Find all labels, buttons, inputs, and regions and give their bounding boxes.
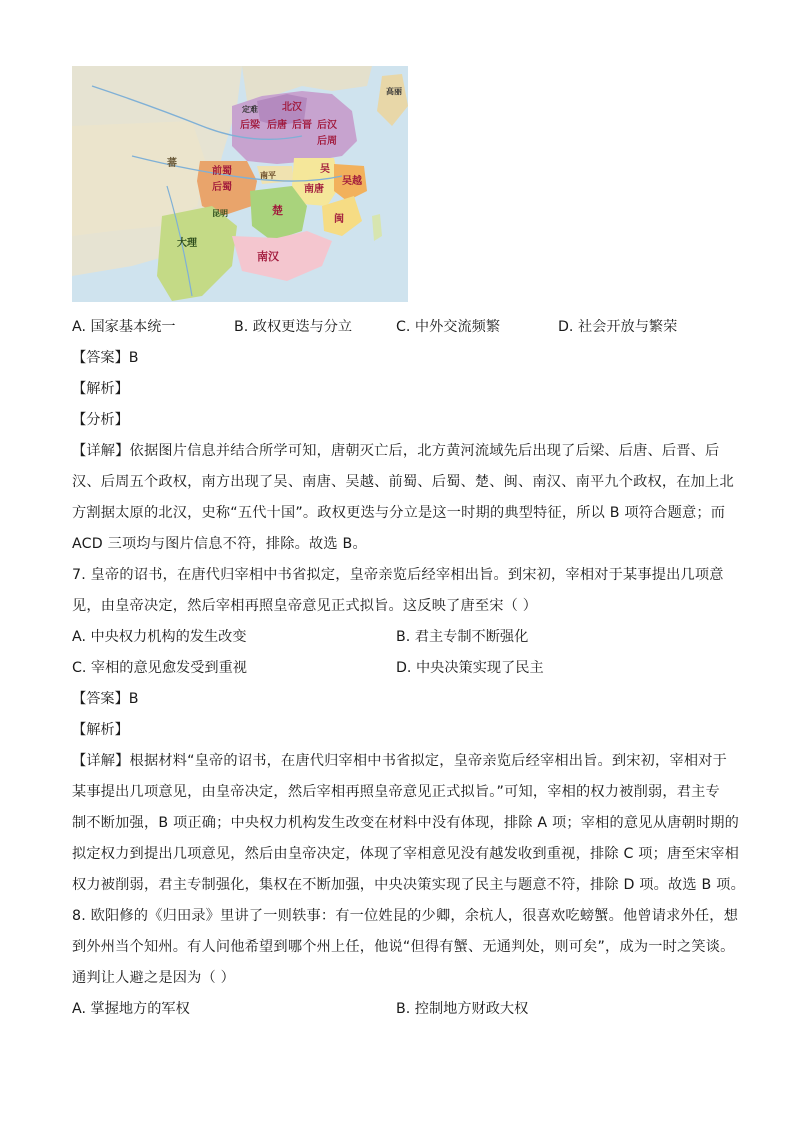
q8-option-b[interactable]: B. 控制地方财政大权 — [396, 1001, 529, 1017]
map-label-houliang: 后梁 — [240, 120, 260, 131]
map-label-nantang: 南唐 — [304, 184, 324, 195]
q7-detail-line: 制不断加强，B 项正确；中央权力机构发生改变在材料中没有体现，排除 A 项；宰相的意见从唐朝时期的 — [72, 815, 740, 831]
map-label-dingnan: 定难 — [242, 105, 258, 114]
q6-detail-line: 方割据太原的北汉，史称“五代十国”。政权更迭与分立是这一时期的典型特征，所以 B 项符合题意；而 — [72, 505, 726, 521]
q6-option-b[interactable]: B. 政权更迭与分立 — [234, 319, 353, 335]
q6-detail-line: 汉、后周五个政权，南方出现了吴、南唐、吴越、前蜀、后蜀、楚、闽、南汉、南平九个政权，在加上北 — [72, 474, 734, 490]
map-label-houhan: 后汉 — [317, 120, 337, 131]
map-label-houzhou: 后周 — [317, 136, 337, 147]
map-label-min: 闽 — [334, 214, 344, 225]
q7-stem-line: 7. 皇帝的诏书，在唐代归宰相中书省拟定，皇帝亲览后经宰相出旨。到宋初，宰相对于某事提出几项意 — [72, 567, 724, 583]
q7-answer: 【答案】B — [72, 691, 139, 707]
q6-jiexi-label: 【解析】 — [72, 381, 129, 397]
q6-fenxi-label: 【分析】 — [72, 412, 129, 428]
q6-detail-line: 【详解】依据图片信息并结合所学可知，唐朝灭亡后，北方黄河流域先后出现了后梁、后唐、后晋、后 — [72, 443, 720, 459]
map-graphic — [72, 66, 408, 302]
map-label-nanhan: 南汉 — [257, 250, 279, 263]
q6-option-d[interactable]: D. 社会开放与繁荣 — [558, 319, 678, 335]
q8-stem-line: 到外州当个知州。有人问他希望到哪个州上任，他说“但得有蟹、无通判处，则可矣”，成为一时之笑谈。 — [72, 939, 735, 955]
map-label-houtang: 后唐 — [267, 120, 287, 131]
map-label-houjin: 后晋 — [292, 120, 312, 131]
q7-jiexi-label: 【解析】 — [72, 722, 129, 738]
q7-stem-line: 见，由皇帝决定，然后宰相再照皇帝意见正式拟旨。这反映了唐至宋（ ） — [72, 598, 538, 614]
q8-option-a[interactable]: A. 掌握地方的军权 — [72, 1001, 190, 1017]
q7-detail-line: 【详解】根据材料“皇帝的诏书，在唐代归宰相中书省拟定，皇帝亲览后经宰相出旨。到宋初，宰相对于 — [72, 753, 727, 769]
q6-detail-line: ACD 三项均与图片信息不符，排除。故选 B。 — [72, 536, 367, 552]
five-dynasties-map — [72, 66, 408, 302]
q7-detail-line: 拟定权力到提出几项意见，然后由皇帝决定，体现了宰相意见没有越发收到重视，排除 C 项；唐至宋宰相 — [72, 846, 739, 862]
map-label-qianshu: 前蜀 — [212, 166, 232, 177]
map-label-beihan: 北汉 — [282, 102, 302, 113]
map-label-gaoli: 高丽 — [386, 87, 402, 96]
q7-option-c[interactable]: C. 宰相的意见愈发受到重视 — [72, 660, 247, 676]
q6-option-a[interactable]: A. 国家基本统一 — [72, 319, 176, 335]
q7-detail-line: 权力被削弱，君主专制强化，集权在不断加强，中央决策实现了民主与题意不符，排除 D 项。故选 B 项。 — [72, 877, 745, 893]
map-label-houshu: 后蜀 — [212, 182, 232, 193]
map-label-kunming: 昆明 — [212, 209, 228, 218]
q7-option-d[interactable]: D. 中央决策实现了民主 — [396, 660, 544, 676]
map-label-fan: 蕃 — [167, 158, 177, 169]
q7-detail-line: 某事提出几项意见，由皇帝决定，然后宰相再照皇帝意见正式拟旨。”可知，宰相的权力被削弱，君主专 — [72, 784, 720, 800]
q6-answer: 【答案】B — [72, 350, 139, 366]
map-label-chu: 楚 — [272, 204, 283, 217]
map-label-wuyue: 吴越 — [342, 176, 362, 187]
q6-option-c[interactable]: C. 中外交流频繁 — [396, 319, 501, 335]
map-label-nanping: 南平 — [260, 171, 276, 180]
q8-stem-line: 8. 欧阳修的《归田录》里讲了一则轶事：有一位姓昆的少卿，余杭人，很喜欢吃螃蟹。他曾请求外任，想 — [72, 908, 739, 924]
map-label-wu: 吴 — [320, 164, 330, 175]
q8-stem-line: 通判让人避之是因为（ ） — [72, 970, 235, 986]
map-label-dali: 大理 — [177, 238, 197, 249]
q7-option-b[interactable]: B. 君主专制不断强化 — [396, 629, 529, 645]
q7-option-a[interactable]: A. 中央权力机构的发生改变 — [72, 629, 247, 645]
